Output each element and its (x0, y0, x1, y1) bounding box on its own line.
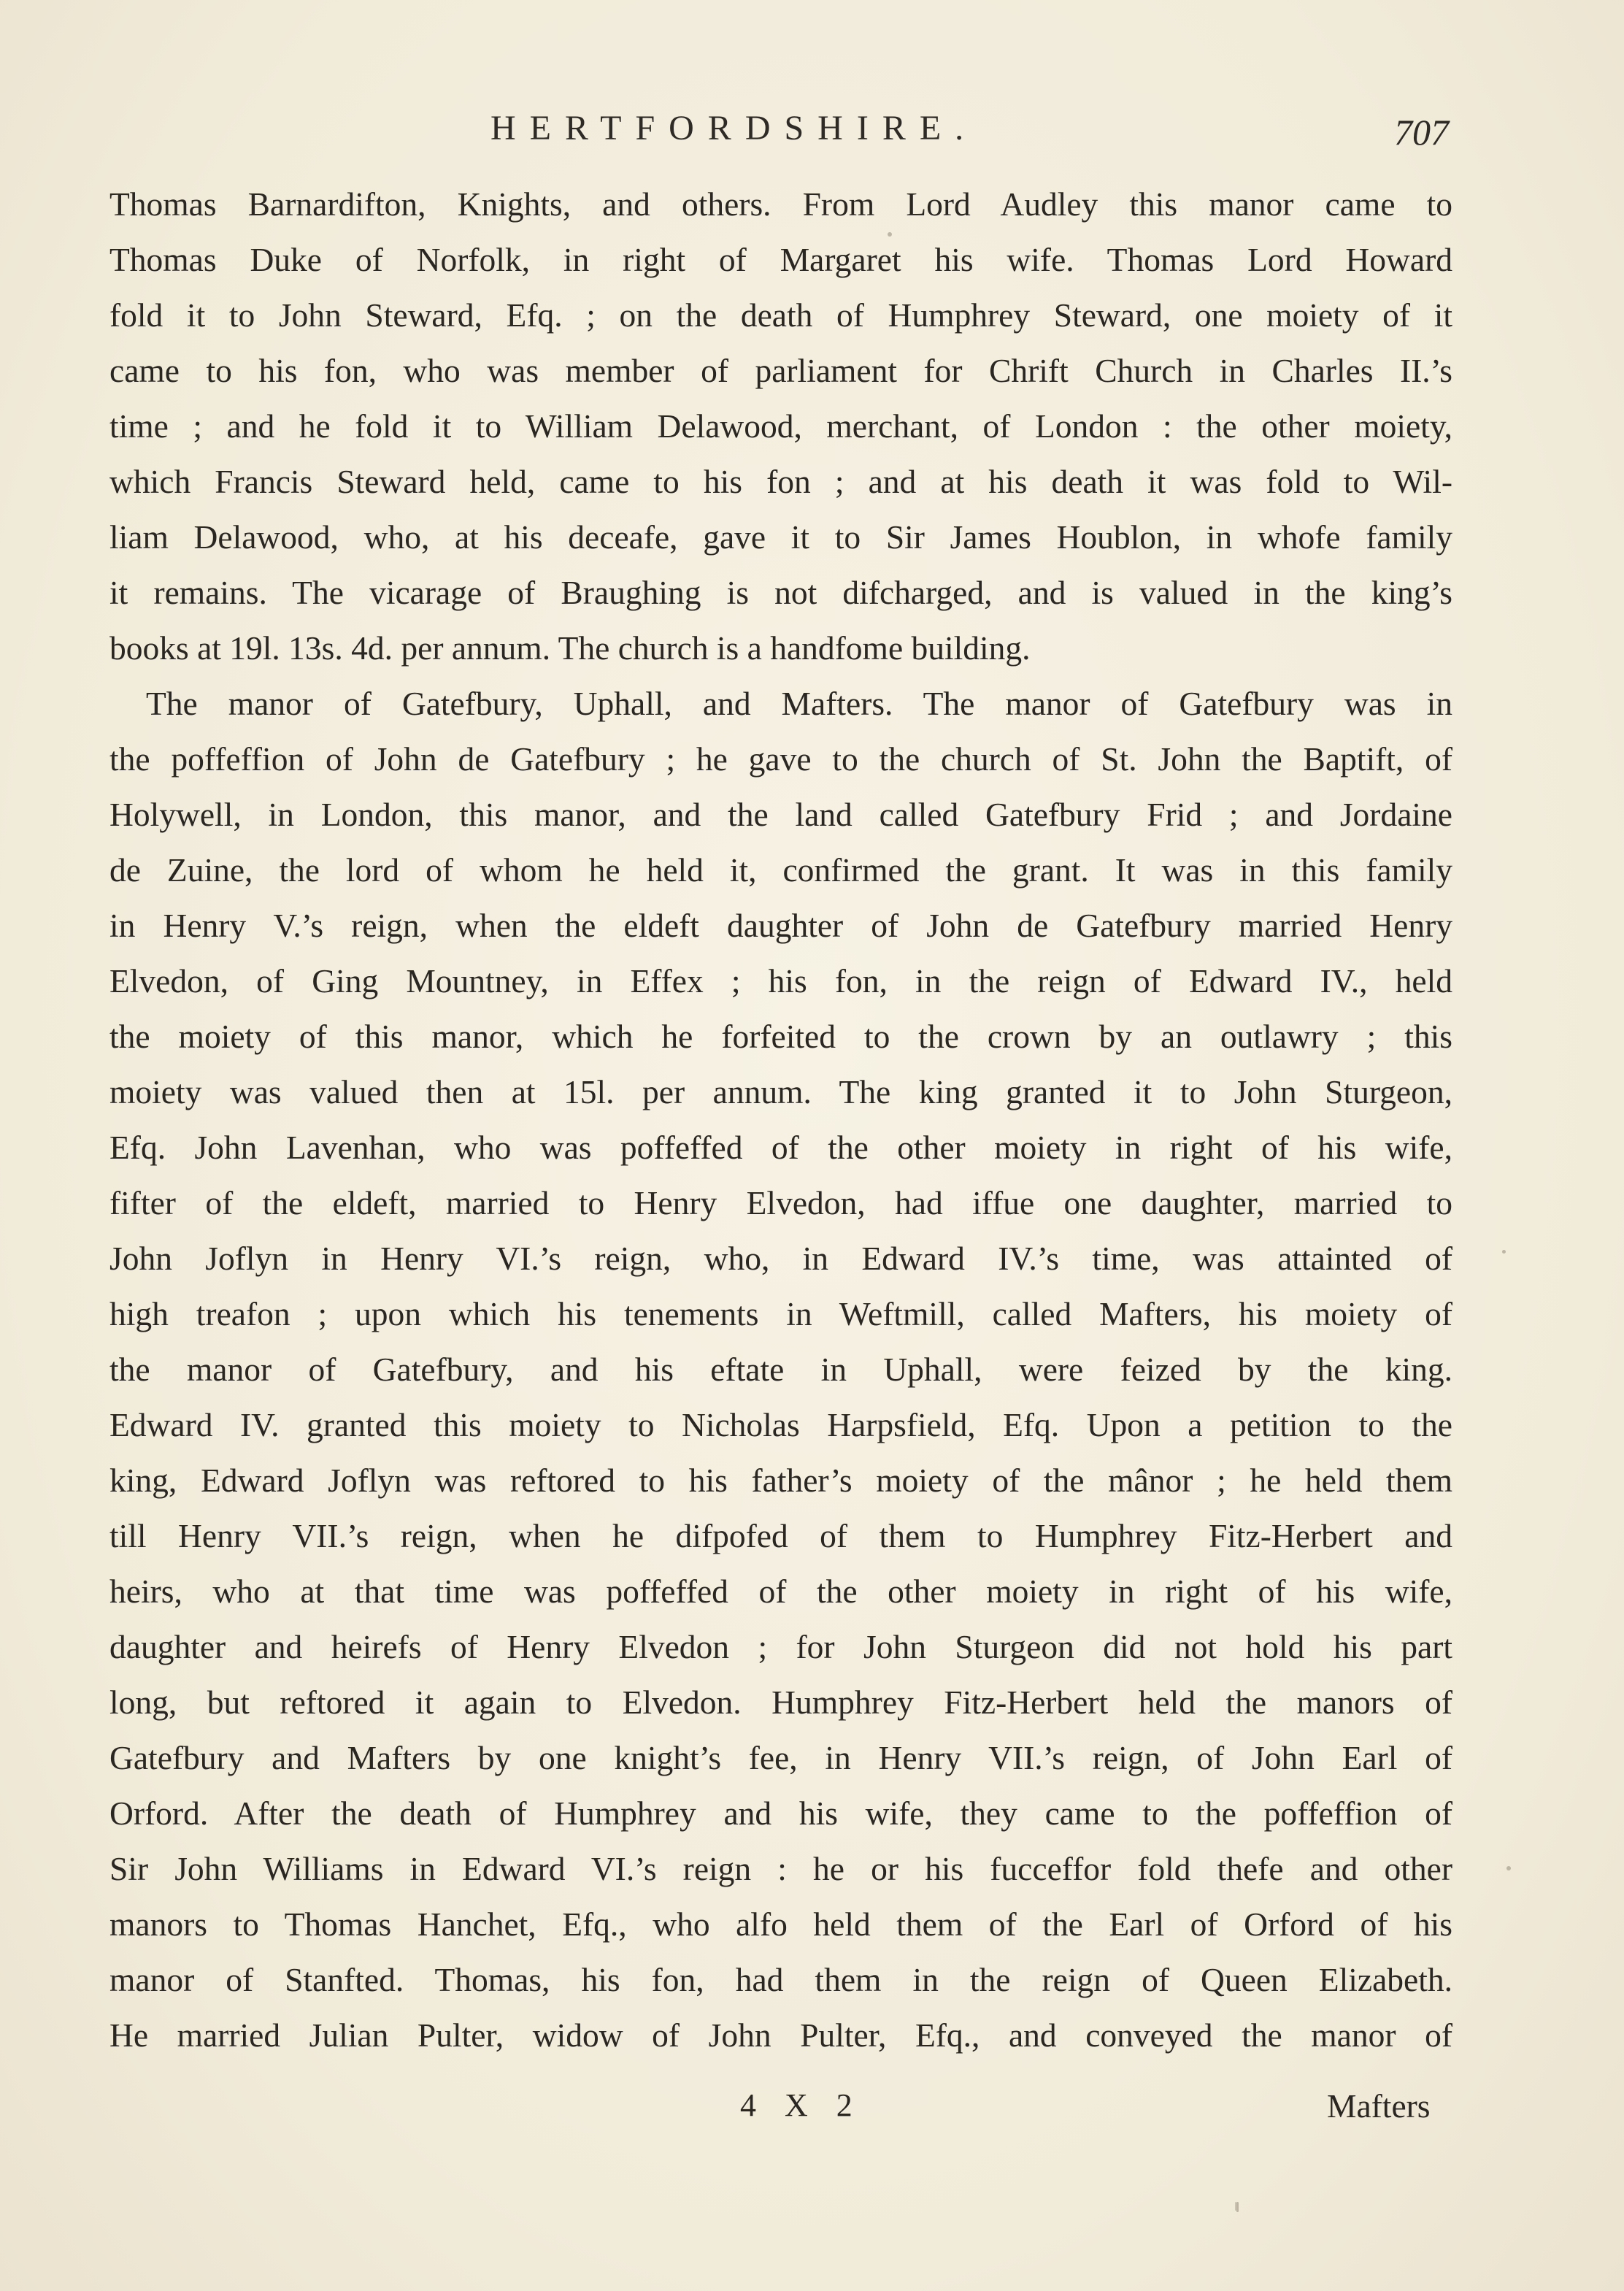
text-line: the moiety of this manor, which he forfeited to the crown by an outlawry ; this (109, 1018, 1452, 1055)
text-line: Edward IV. granted this moiety to Nicholas Harpsfield, Efq. Upon a petition to the (109, 1406, 1452, 1443)
text-line: fifter of the eldeft, married to Henry Elvedon, had iffue one daughter, married to (109, 1184, 1452, 1221)
running-title: HERTFORDSHIRE. (490, 109, 978, 147)
text-line: John Joflyn in Henry VI.’s reign, who, in Edward IV.’s time, was attainted of (109, 1240, 1452, 1277)
paper-speck (1236, 2202, 1239, 2212)
text-line: daughter and heirefs of Henry Elvedon ; for John Sturgeon did not hold his part (109, 1628, 1452, 1665)
text-line: moiety was valued then at 15l. per annum. The king granted it to John Sturgeon, (109, 1073, 1452, 1110)
text-line: king, Edward Joflyn was reftored to his father’s moiety of the mânor ; he held them (109, 1462, 1452, 1499)
text-line: liam Delawood, who, at his deceafe, gave it to Sir James Houblon, in whofe family (109, 518, 1452, 556)
text-line: high treafon ; upon which his tenements in Weftmill, called Mafters, his moiety of (109, 1295, 1452, 1332)
page-header (0, 108, 1624, 152)
text-line: the manor of Gatefbury, and his eftate in Uphall, were feized by the king. (109, 1351, 1452, 1388)
page-footer (0, 2087, 1624, 2130)
text-line: The manor of Gatefbury, Uphall, and Mafters. The manor of Gatefbury was in (146, 685, 1452, 722)
text-line: which Francis Steward held, came to his fon ; and at his death it was fold to Wil- (109, 463, 1452, 500)
text-line: came to his fon, who was member of parliament for Chrift Church in Charles II.’s (109, 352, 1452, 389)
paper-speck (888, 232, 892, 237)
paper-speck (1235, 2202, 1236, 2211)
text-line: Thomas Barnardifton, Knights, and others. From Lord Audley this manor came to (109, 185, 1452, 223)
text-line: long, but reftored it again to Elvedon. Humphrey Fitz-Herbert held the manors of (109, 1684, 1452, 1721)
text-line: Gatefbury and Mafters by one knight’s fee, in Henry VII.’s reign, of John Earl of (109, 1739, 1452, 1776)
paper-speck (1506, 1866, 1511, 1870)
text-line: books at 19l. 13s. 4d. per annum. The church is a handfome building. (109, 629, 1031, 667)
catchword: Mafters (1327, 2087, 1431, 2125)
text-line: in Henry V.’s reign, when the eldeft daughter of John de Gatefbury married Henry (109, 907, 1452, 944)
text-line: manor of Stanfted. Thomas, his fon, had them in the reign of Queen Elizabeth. (109, 1961, 1452, 1998)
text-line: time ; and he fold it to William Delawood, merchant, of London : the other moiety, (109, 407, 1452, 445)
signature-mark: 4 X 2 (740, 2087, 863, 2123)
text-line: manors to Thomas Hanchet, Efq., who alfo held them of the Earl of Orford of his (109, 1906, 1452, 1943)
body-text (109, 177, 1452, 2063)
text-line: Efq. John Lavenhan, who was poffeffed of the other moiety in right of his wife, (109, 1129, 1452, 1166)
text-line: it remains. The vicarage of Braughing is not difcharged, and is valued in the king’s (109, 574, 1452, 611)
text-line: de Zuine, the lord of whom he held it, confirmed the grant. It was in this family (109, 851, 1452, 889)
text-line: fold it to John Steward, Efq. ; on the death of Humphrey Steward, one moiety of it (109, 296, 1452, 334)
text-line: heirs, who at that time was poffeffed of the other moiety in right of his wife, (109, 1573, 1452, 1610)
text-line: Sir John Williams in Edward VI.’s reign : he or his fucceffor fold thefe and other (109, 1850, 1452, 1887)
text-line: He married Julian Pulter, widow of John Pulter, Efq., and conveyed the manor of (109, 2016, 1452, 2054)
page-number: 707 (1394, 112, 1449, 153)
text-line: till Henry VII.’s reign, when he difpofed of them to Humphrey Fitz-Herbert and (109, 1517, 1452, 1554)
text-line: Thomas Duke of Norfolk, in right of Margaret his wife. Thomas Lord Howard (109, 241, 1452, 278)
paper-speck (1502, 1250, 1506, 1254)
text-line: the poffeffion of John de Gatefbury ; he gave to the church of St. John the Baptift, of (109, 740, 1452, 778)
text-line: Elvedon, of Ging Mountney, in Effex ; his fon, in the reign of Edward IV., held (109, 962, 1452, 999)
text-line: Holywell, in London, this manor, and the land called Gatefbury Frid ; and Jordaine (109, 796, 1452, 833)
text-line: Orford. After the death of Humphrey and his wife, they came to the poffeffion of (109, 1795, 1452, 1832)
